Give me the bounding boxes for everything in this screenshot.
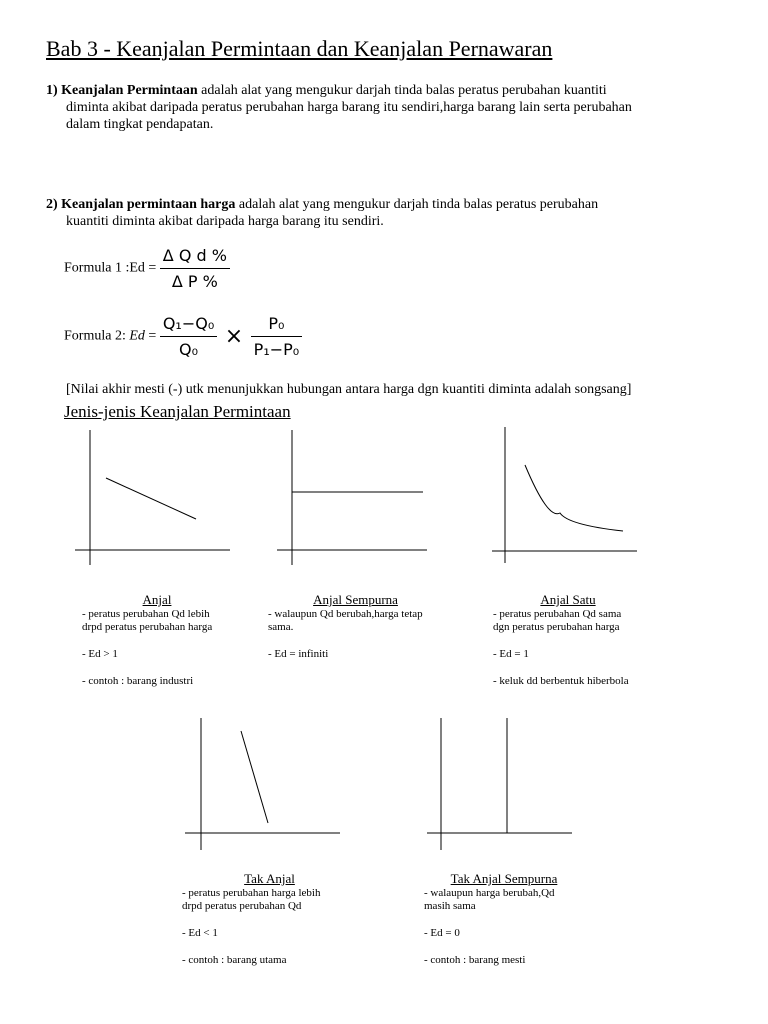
caption-tak-anjal-ed: - Ed < 1 [182,927,218,939]
formula-2-fraction-2 [251,314,303,359]
caption-anjal-sempurna [268,593,443,661]
graph-tak-anjal [180,713,340,863]
caption-anjal-satu-title: Anjal Satu [540,592,596,607]
page-title: Bab 3 - Keanjalan Permintaan dan Keanjalan Pernawaran [46,36,553,61]
section-1-text-3: dalam tingkat pendapatan. [66,117,214,132]
graph-tak-anjal-sempurna [424,713,584,863]
caption-anjal-satu-ed: - Ed = 1 [493,648,529,660]
caption-anjal-satu-desc-2: dgn peratus perubahan harga [493,621,620,633]
section-2-term: Keanjalan permintaan harga [61,197,236,212]
formula-2-eq: = [144,328,160,344]
caption-anjal-desc-1: - peratus perubahan Qd lebih [82,608,210,620]
graph-anjal-demand-curve [106,478,196,519]
caption-anjal-satu-desc-1: - peratus perubahan Qd sama [493,608,622,620]
caption-tak-anjal-sempurna-desc-2: masih sama [424,900,476,912]
caption-anjal-ed: - Ed > 1 [82,648,118,660]
graph-anjal-satu-demand-curve [525,465,623,531]
caption-tak-anjal-desc-2: drpd peratus perubahan Qd [182,900,302,912]
caption-tak-anjal-title: Tak Anjal [244,871,295,886]
section-1-text-1: adalah alat yang mengukur darjah tinda balas peratus perubahan kuantiti [197,83,607,98]
section-1-text-2: diminta akibat daripada peratus perubahan harga barang itu sendiri,harga barang lain serta perubahan [66,100,632,115]
formula-1-fraction [160,246,230,291]
formula-2-denominator-1: Q₀ [179,340,199,359]
formula-1-numerator: Δ Q d % [160,246,230,269]
caption-tak-anjal-example: - contoh : barang utama [182,954,287,966]
caption-anjal-satu [493,593,643,688]
formula-1 [64,246,230,291]
graph-anjal [70,425,230,575]
caption-tak-anjal-sempurna-example: - contoh : barang mesti [424,954,526,966]
section-2-text-1: adalah alat yang mengukur darjah tinda balas peratus perubahan [235,197,599,212]
caption-tak-anjal-sempurna-title: Tak Anjal Sempurna [450,871,558,886]
caption-tak-anjal-sempurna-desc-1: - walaupun harga berubah,Qd [424,887,555,899]
section-1-number: 1) [46,83,58,98]
caption-tak-anjal-desc-1: - peratus perubahan harga lebih [182,887,321,899]
formula-2-ed: Ed [129,328,145,344]
graph-anjal-sempurna [272,425,432,575]
caption-anjal-sempurna-title: Anjal Sempurna [313,592,398,607]
subheading: Jenis-jenis Keanjalan Permintaan [64,402,291,421]
caption-anjal [82,593,232,688]
formula-2-numerator-1: Q₁−Q₀ [160,314,217,337]
section-2-text-2: kuantiti diminta akibat daripada harga barang itu sendiri. [66,214,384,229]
caption-anjal-desc-2: drpd peratus perubahan harga [82,621,213,633]
caption-tak-anjal-sempurna [424,872,584,967]
caption-anjal-example: - contoh : barang industri [82,675,194,687]
formula-1-denominator: Δ P % [171,272,218,291]
formula-2-fraction-1 [160,314,217,359]
section-2-number: 2) [46,197,58,212]
formula-2-denominator-2: P₁−P₀ [253,340,300,359]
formula-2-numerator-2: P₀ [251,314,303,337]
graph-tak-anjal-demand-curve [241,731,268,823]
caption-tak-anjal [182,872,357,967]
caption-anjal-sempurna-ed: - Ed = infiniti [268,648,329,660]
section-1 [46,82,706,133]
section-2 [46,196,706,230]
caption-anjal-sempurna-desc-2: sama. [268,621,294,633]
formula-1-label: Formula 1 :Ed = [64,260,157,276]
caption-anjal-sempurna-desc-1: - walaupun Qd berubah,harga tetap [268,608,423,620]
section-1-term: Keanjalan Permintaan [61,83,198,98]
caption-tak-anjal-sempurna-ed: - Ed = 0 [424,927,460,939]
caption-anjal-title: Anjal [142,592,172,607]
note: [Nilai akhir mesti (-) utk menunjukkan hubungan antara harga dgn kuantiti diminta adalah songsang] [66,382,632,397]
formula-2-times: × [224,324,244,349]
formula-2-label: Formula 2: [64,328,130,344]
caption-anjal-satu-example: - keluk dd berbentuk hiberbola [493,675,629,687]
graph-anjal-satu [488,425,648,575]
formula-2 [64,314,302,359]
